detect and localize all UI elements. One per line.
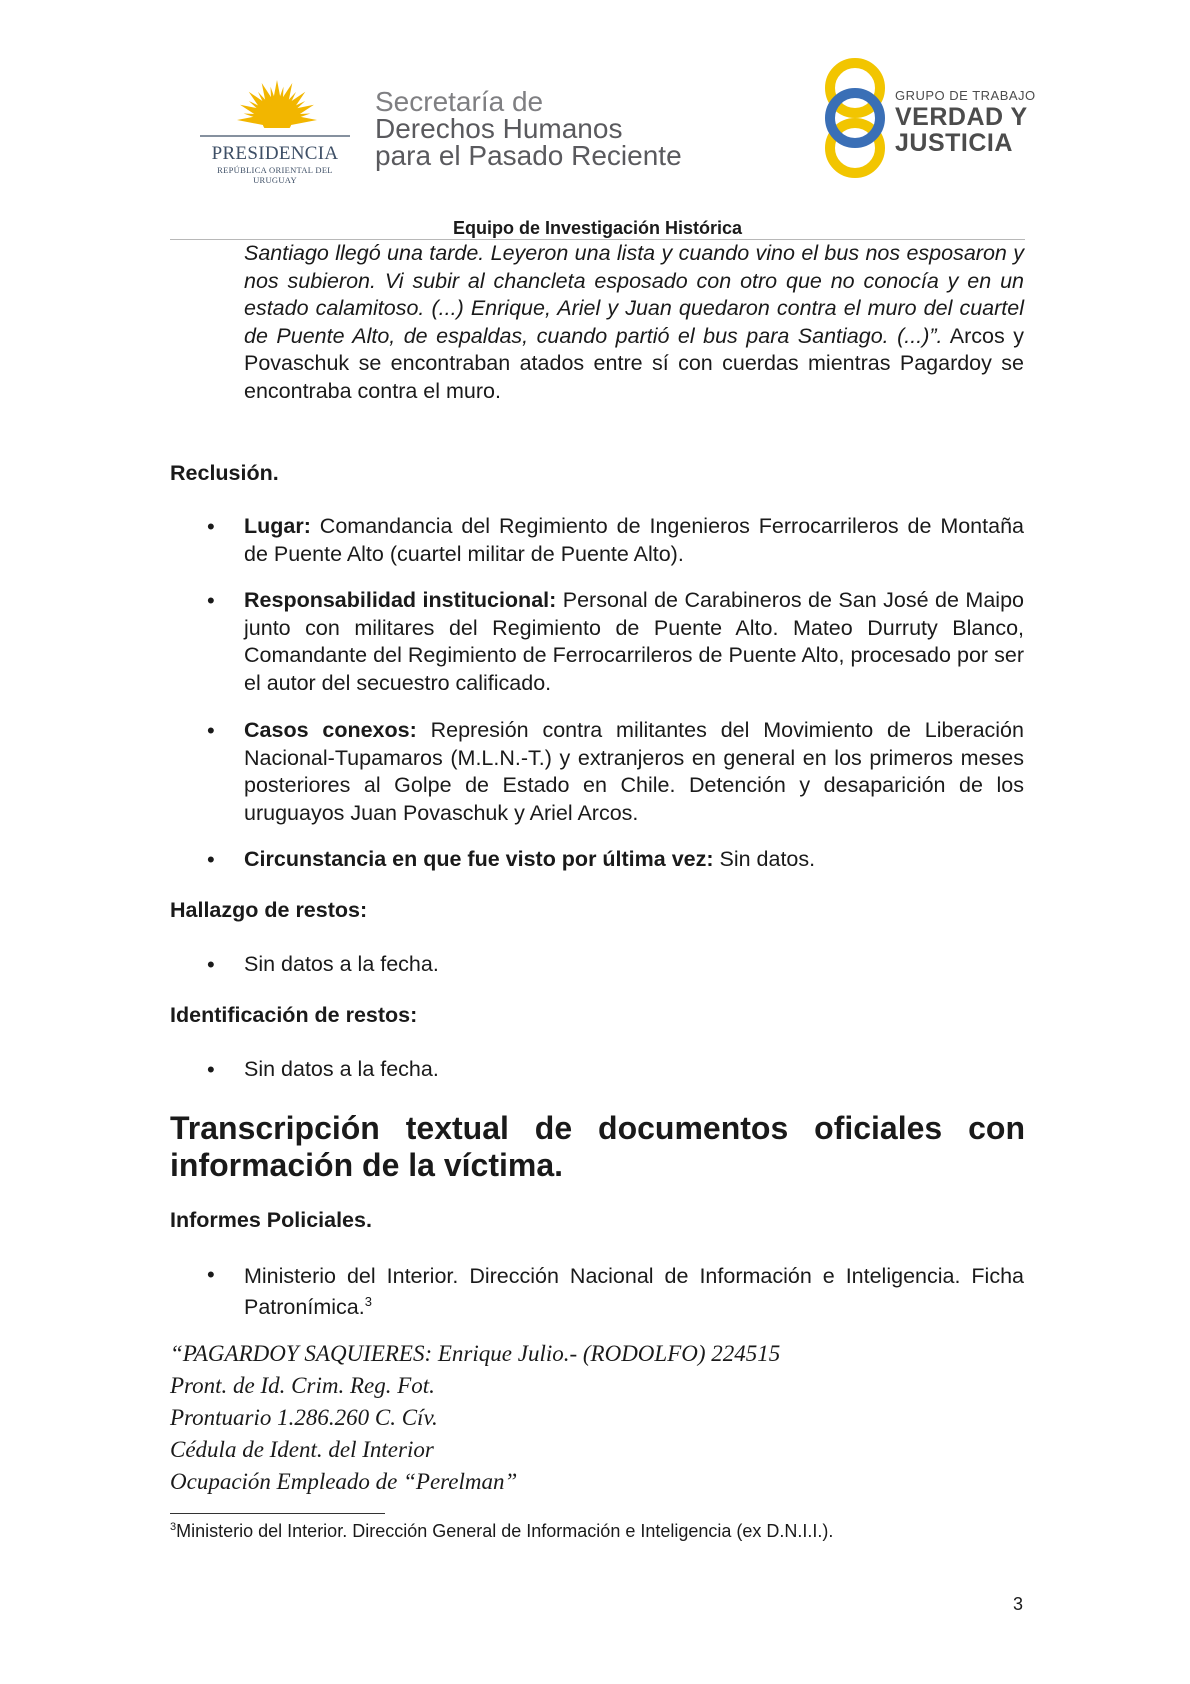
bullet-icon: •: [207, 1262, 215, 1287]
bullet-icon: •: [207, 718, 215, 743]
secretaria-line-1: Secretaría de: [375, 86, 544, 117]
list-item: [244, 717, 1024, 827]
ficha-line: “PAGARDOY SAQUIERES: Enrique Julio.- (RODOLFO) 224515: [170, 1341, 781, 1366]
list-item: [244, 587, 1024, 697]
bullet-icon: •: [207, 514, 215, 539]
identificacion-heading: Identificación de restos:: [170, 1003, 418, 1027]
hallazgo-heading: Hallazgo de restos:: [170, 898, 368, 922]
footnote-divider: [170, 1513, 385, 1514]
sun-icon: [237, 80, 317, 142]
list-item: Sin datos a la fecha.: [244, 1057, 439, 1081]
secretaria-title: [375, 88, 682, 169]
reclusion-heading: Reclusión.: [170, 461, 279, 485]
footnote-text: Ministerio del Interior. Dirección General de Información e Inteligencia (ex D.N.I.I.).: [176, 1521, 834, 1541]
testimony-quote: [244, 240, 1024, 405]
item-label: Responsabilidad institucional:: [244, 588, 557, 612]
quote-normal: Arcos y Povaschuk se encontraban atados entre sí con cuerdas mientras Pagardoy se encontraba contra el muro.: [244, 323, 1025, 403]
secretaria-line-3: para el Pasado Reciente: [375, 140, 682, 171]
gtvj-line-1: VERDAD Y: [895, 103, 1028, 131]
page-number: 3: [1013, 1594, 1024, 1614]
item-text: Ministerio del Interior. Dirección Nacional de Información e Inteligencia. Ficha Patronímica.: [244, 1264, 1024, 1319]
informes-heading: Informes Policiales.: [170, 1208, 372, 1232]
verdad-justicia-logo-icon: [820, 56, 890, 180]
verdad-justicia-text: [895, 88, 1036, 156]
secretaria-line-2: Derechos Humanos: [375, 113, 623, 144]
heading-line-1: Transcripción textual de documentos oficiales con: [170, 1110, 1025, 1146]
item-label: Circunstancia en que fue visto por última vez:: [244, 847, 714, 871]
bullet-icon: •: [207, 588, 215, 613]
transcripcion-heading: [170, 1110, 1025, 1184]
item-text: Represión contra militantes del Movimiento de Liberación Nacional-Tupamaros (M.L.N.-T.) y extranjeros en general en los primeros meses posteriores al Golpe de Estado en Chile. Detención y desaparición de los uruguayos Juan Povaschuk y Ariel Arcos.: [244, 718, 1024, 825]
bullet-icon: •: [207, 1057, 215, 1082]
heading-line-2: información de la víctima.: [170, 1147, 563, 1183]
footnote: [170, 1521, 833, 1542]
list-item: [244, 846, 1024, 874]
presidencia-subtitle: REPÚBLICA ORIENTAL DEL URUGUAY: [217, 165, 333, 185]
gtvj-line-2: JUSTICIA: [895, 129, 1013, 157]
ficha-line: Prontuario 1.286.260 C. Cív.: [170, 1405, 438, 1430]
footnote-ref: 3: [364, 1293, 372, 1309]
ficha-line: Cédula de Ident. del Interior: [170, 1437, 434, 1462]
ficha-line: Pront. de Id. Crim. Reg. Fot.: [170, 1373, 435, 1398]
bullet-icon: •: [207, 952, 215, 977]
gtvj-small: GRUPO DE TRABAJO: [895, 88, 1036, 103]
item-label: Casos conexos:: [244, 718, 417, 742]
item-text: Personal de Carabineros de San José de Maipo junto con militares del Regimiento de Puente Alto. Mateo Durruty Blanco, Comandante del Regimiento de Ferrocarrileros de Puente Alto, procesado por ser el autor del secuestro calificado.: [244, 588, 1024, 695]
quote-italic: Santiago llegó una tarde. Leyeron una lista y cuando vino el bus nos esposaron y nos subieron. Vi subir al chancleta esposado con otro que no conocía y en un estado calamitoso. (...) Enrique, Ariel y Juan quedaron contra el muro del cuartel de Puente Alto, de espaldas, cuando partió el bus para Santiago. (...)”.: [244, 241, 1024, 348]
footnote-number: 3: [170, 1521, 177, 1533]
presidencia-name: PRESIDENCIA: [211, 143, 339, 164]
item-text: Comandancia del Regimiento de Ingenieros Ferrocarrileros de Montaña de Puente Alto (cuartel militar de Puente Alto).: [244, 514, 1024, 566]
ficha-line: Ocupación Empleado de “Perelman”: [170, 1469, 518, 1494]
item-label: Lugar:: [244, 514, 311, 538]
list-item: [244, 1261, 1024, 1323]
list-item: Sin datos a la fecha.: [244, 952, 439, 976]
team-title: Equipo de Investigación Histórica: [452, 218, 743, 238]
bullet-icon: •: [207, 847, 215, 872]
item-text: Sin datos.: [713, 847, 816, 871]
list-item: [244, 513, 1024, 568]
